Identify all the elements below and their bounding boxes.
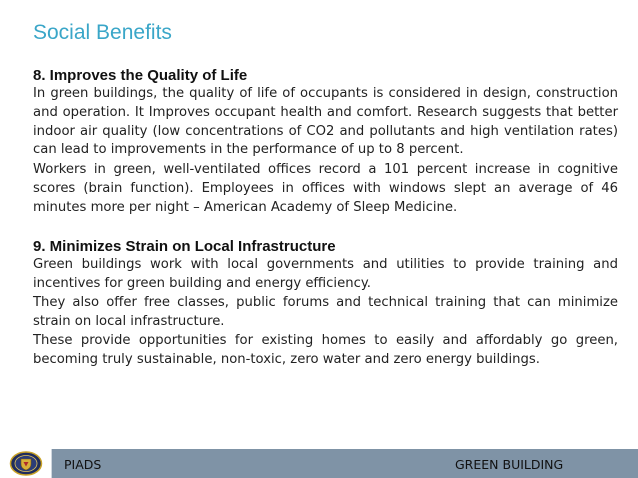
paragraph-quality-of-life-2: Workers in green, well-ventilated offices record a 101 percent increase in cognitive scores (brain function). Employees in offices with windows slept an average of 46 minutes more per night – American Academy of Sleep Medicine. bbox=[33, 162, 618, 215]
paragraph-quality-of-life-1: In green buildings, the quality of life of occupants is considered in design, construction and operation. It Improves occupant health and comfort. Research suggests that better indoor air quality (low concentrations of CO2 and pollutants and high ventilation rates) can lead to improvements in the performance of up to 8 percent. bbox=[33, 86, 618, 158]
footer-institution-label: PIADS bbox=[64, 457, 102, 472]
paragraph-local-infrastructure-1: Green buildings work with local governments and utilities to provide training and incentives for green building and energy efficiency. bbox=[33, 257, 618, 291]
paragraph-local-infrastructure-2: They also offer free classes, public forums and technical training that can minimize strain on local infrastructure. bbox=[33, 295, 618, 329]
footer-logo bbox=[0, 449, 52, 478]
footer-bar bbox=[0, 449, 638, 478]
slide-title: Social Benefits bbox=[33, 21, 172, 44]
section-heading-quality-of-life: 8. Improves the Quality of Life bbox=[33, 67, 248, 84]
section-heading-local-infrastructure: 9. Minimizes Strain on Local Infrastructure bbox=[33, 238, 336, 255]
institution-emblem-icon bbox=[9, 451, 43, 476]
footer-topic-label: GREEN BUILDING bbox=[455, 457, 564, 472]
paragraph-local-infrastructure-3: These provide opportunities for existing homes to easily and affordably go green, becoming truly sustainable, non-toxic, zero water and zero energy buildings. bbox=[33, 333, 618, 367]
